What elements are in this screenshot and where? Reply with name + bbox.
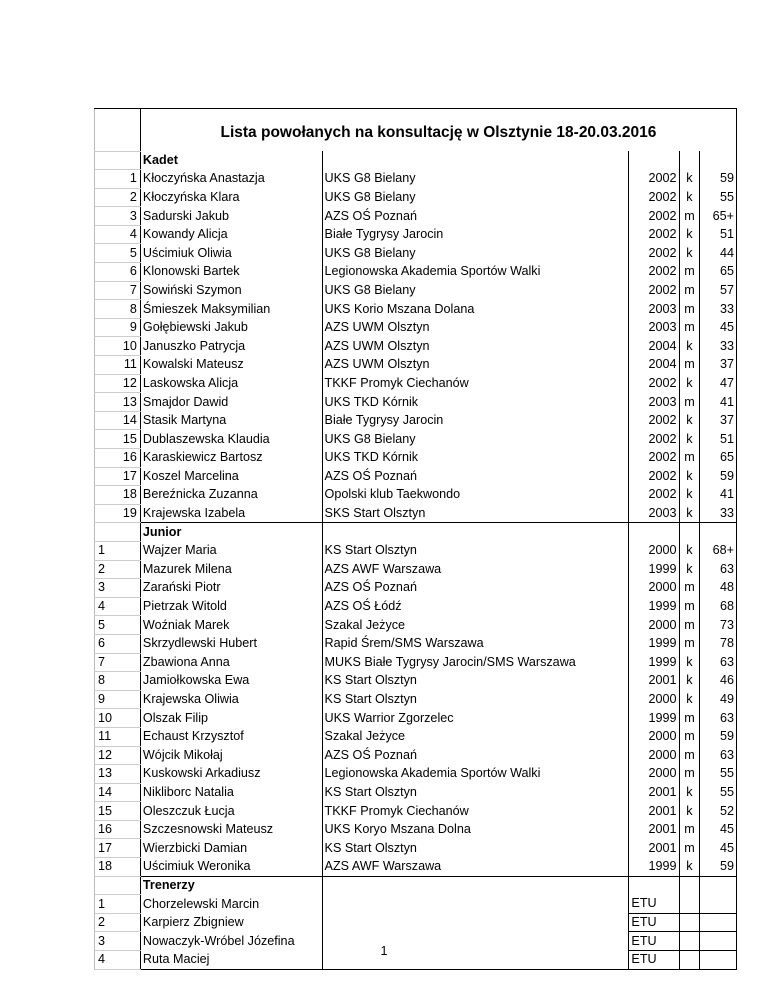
club-name: AZS UWM Olsztyn [322, 337, 629, 356]
club-name: KS Start Olsztyn [322, 783, 629, 802]
table-row [95, 411, 737, 430]
weight-category: 63 [700, 560, 737, 579]
athlete-name: Dublaszewska Klaudia [140, 430, 322, 449]
club-name: UKS TKD Kórnik [322, 449, 629, 468]
birth-year: 2003 [629, 393, 679, 412]
sex: k [679, 541, 700, 560]
table-row [95, 709, 737, 728]
athlete-name: Smajdor Dawid [140, 393, 322, 412]
row-number: 11 [95, 727, 141, 746]
row-number: 13 [95, 765, 141, 784]
birth-year: 2002 [629, 225, 679, 244]
club-name: TKKF Promyk Ciechanów [322, 374, 629, 393]
row-number: 2 [95, 560, 141, 579]
row-number: 14 [95, 411, 141, 430]
sex: k [679, 225, 700, 244]
weight-category: 59 [700, 467, 737, 486]
sex: k [679, 467, 700, 486]
table-row [95, 318, 737, 337]
title-row [95, 109, 737, 152]
weight-category: 33 [700, 337, 737, 356]
athlete-name: Śmieszek Maksymilian [140, 300, 322, 319]
athlete-name: Szczesnowski Mateusz [140, 820, 322, 839]
weight-category: 73 [700, 616, 737, 635]
table-row [95, 486, 737, 505]
birth-year: 2000 [629, 579, 679, 598]
athlete-name: Olszak Filip [140, 709, 322, 728]
table-row [95, 430, 737, 449]
row-number: 9 [95, 690, 141, 709]
weight-category: 51 [700, 225, 737, 244]
row-number: 16 [95, 449, 141, 468]
table-row [95, 802, 737, 821]
club-name: Szakal Jeżyce [322, 616, 629, 635]
athlete-name: Januszko Patrycja [140, 337, 322, 356]
athlete-name: Krajewska Oliwia [140, 690, 322, 709]
coach-role: ETU [629, 895, 679, 914]
sex: m [679, 820, 700, 839]
section-heading: Trenerzy [140, 876, 322, 895]
birth-year: 2000 [629, 690, 679, 709]
weight-category: 41 [700, 486, 737, 505]
sex: k [679, 504, 700, 523]
sex: m [679, 709, 700, 728]
birth-year: 2002 [629, 467, 679, 486]
weight-category: 59 [700, 170, 737, 189]
birth-year: 2002 [629, 449, 679, 468]
weight-category: 68 [700, 597, 737, 616]
row-number: 1 [95, 170, 141, 189]
weight-category: 33 [700, 300, 737, 319]
athlete-name: Zarański Piotr [140, 579, 322, 598]
club-name: AZS OŚ Poznań [322, 579, 629, 598]
sex: m [679, 263, 700, 282]
birth-year: 1999 [629, 653, 679, 672]
row-number: 2 [95, 188, 141, 207]
table-row [95, 895, 737, 914]
sex: m [679, 727, 700, 746]
sex: m [679, 393, 700, 412]
club-name: KS Start Olsztyn [322, 690, 629, 709]
club-name: Rapid Śrem/SMS Warszawa [322, 634, 629, 653]
club-name: UKS G8 Bielany [322, 244, 629, 263]
birth-year: 1999 [629, 597, 679, 616]
athlete-name: Woźniak Marek [140, 616, 322, 635]
club-name: KS Start Olsztyn [322, 839, 629, 858]
row-number: 9 [95, 318, 141, 337]
club-name: AZS OŚ Poznań [322, 467, 629, 486]
row-number: 6 [95, 263, 141, 282]
row-number: 5 [95, 616, 141, 635]
table-row [95, 281, 737, 300]
table-row [95, 616, 737, 635]
row-number: 12 [95, 746, 141, 765]
athlete-name: Pietrzak Witold [140, 597, 322, 616]
weight-category: 63 [700, 746, 737, 765]
weight-category: 65 [700, 263, 737, 282]
row-number: 5 [95, 244, 141, 263]
athlete-name: Mazurek Milena [140, 560, 322, 579]
section-heading-junior [95, 523, 737, 542]
roster-table [94, 108, 737, 970]
weight-category: 51 [700, 430, 737, 449]
athlete-name: Stasik Martyna [140, 411, 322, 430]
club-name: UKS G8 Bielany [322, 170, 629, 189]
table-row [95, 300, 737, 319]
athlete-name: Krajewska Izabela [140, 504, 322, 523]
weight-category: 63 [700, 709, 737, 728]
birth-year: 2000 [629, 616, 679, 635]
coach-name: Ruta Maciej [140, 951, 322, 970]
table-row [95, 337, 737, 356]
table-row [95, 504, 737, 523]
sex: m [679, 597, 700, 616]
section-heading-trenerzy [95, 876, 737, 895]
athlete-name: Laskowska Alicja [140, 374, 322, 393]
athlete-name: Uścimiuk Oliwia [140, 244, 322, 263]
row-number: 18 [95, 858, 141, 877]
weight-category: 78 [700, 634, 737, 653]
row-number: 4 [95, 951, 141, 970]
row-number: 2 [95, 913, 141, 932]
table-row [95, 579, 737, 598]
athlete-name: Sadurski Jakub [140, 207, 322, 226]
coach-role: ETU [629, 913, 679, 932]
weight-category: 49 [700, 690, 737, 709]
athlete-name: Bereźnicka Zuzanna [140, 486, 322, 505]
birth-year: 1999 [629, 634, 679, 653]
row-number: 13 [95, 393, 141, 412]
weight-category: 63 [700, 653, 737, 672]
row-number: 12 [95, 374, 141, 393]
sex: m [679, 616, 700, 635]
sex: k [679, 430, 700, 449]
club-name: AZS AWF Warszawa [322, 858, 629, 877]
club-name: AZS UWM Olsztyn [322, 356, 629, 375]
club-name: AZS UWM Olsztyn [322, 318, 629, 337]
sex: k [679, 672, 700, 691]
row-number: 7 [95, 653, 141, 672]
sex: m [679, 281, 700, 300]
row-number: 1 [95, 895, 141, 914]
row-number: 11 [95, 356, 141, 375]
sex: k [679, 188, 700, 207]
birth-year: 1999 [629, 560, 679, 579]
birth-year: 2004 [629, 337, 679, 356]
sex: m [679, 634, 700, 653]
weight-category: 44 [700, 244, 737, 263]
birth-year: 2001 [629, 839, 679, 858]
row-number: 16 [95, 820, 141, 839]
club-name: TKKF Promyk Ciechanów [322, 802, 629, 821]
club-name: KS Start Olsztyn [322, 672, 629, 691]
athlete-name: Kłoczyńska Klara [140, 188, 322, 207]
weight-category: 37 [700, 356, 737, 375]
athlete-name: Echaust Krzysztof [140, 727, 322, 746]
club-name: UKS TKD Kórnik [322, 393, 629, 412]
sex: k [679, 560, 700, 579]
row-number: 7 [95, 281, 141, 300]
weight-category: 37 [700, 411, 737, 430]
table-row [95, 765, 737, 784]
club-name: AZS OŚ Łódź [322, 597, 629, 616]
athlete-name: Gołębiewski Jakub [140, 318, 322, 337]
club-name: Szakal Jeżyce [322, 727, 629, 746]
sex: m [679, 839, 700, 858]
club-name: UKS G8 Bielany [322, 188, 629, 207]
birth-year: 2002 [629, 263, 679, 282]
row-number: 10 [95, 337, 141, 356]
club-name: UKS Korio Mszana Dolana [322, 300, 629, 319]
sex: m [679, 449, 700, 468]
table-row [95, 393, 737, 412]
row-number: 6 [95, 634, 141, 653]
table-row [95, 207, 737, 226]
birth-year: 2002 [629, 411, 679, 430]
birth-year: 2003 [629, 300, 679, 319]
athlete-name: Oleszczuk Łucja [140, 802, 322, 821]
weight-category: 55 [700, 765, 737, 784]
sex: k [679, 411, 700, 430]
athlete-name: Jamiołkowska Ewa [140, 672, 322, 691]
table-row [95, 449, 737, 468]
row-number: 19 [95, 504, 141, 523]
coach-name: Chorzelewski Marcin [140, 895, 322, 914]
weight-category: 48 [700, 579, 737, 598]
weight-category: 57 [700, 281, 737, 300]
birth-year: 2002 [629, 170, 679, 189]
table-row [95, 560, 737, 579]
weight-category: 46 [700, 672, 737, 691]
sex: k [679, 802, 700, 821]
athlete-name: Uścimiuk Weronika [140, 858, 322, 877]
weight-category: 33 [700, 504, 737, 523]
weight-category: 59 [700, 727, 737, 746]
sex: m [679, 765, 700, 784]
table-row [95, 746, 737, 765]
table-row [95, 858, 737, 877]
club-name: KS Start Olsztyn [322, 541, 629, 560]
athlete-name: Sowiński Szymon [140, 281, 322, 300]
club-name: MUKS Białe Tygrysy Jarocin/SMS Warszawa [322, 653, 629, 672]
birth-year: 2002 [629, 486, 679, 505]
row-number: 18 [95, 486, 141, 505]
row-number: 17 [95, 839, 141, 858]
birth-year: 1999 [629, 858, 679, 877]
birth-year: 2002 [629, 281, 679, 300]
birth-year: 2003 [629, 504, 679, 523]
page-title: Lista powołanych na konsultację w Olsztynie 18-20.03.2016 [140, 109, 736, 152]
birth-year: 2000 [629, 541, 679, 560]
birth-year: 2000 [629, 727, 679, 746]
row-number: 15 [95, 802, 141, 821]
sex: m [679, 579, 700, 598]
sex: m [679, 356, 700, 375]
table-row [95, 820, 737, 839]
athlete-name: Kłoczyńska Anastazja [140, 170, 322, 189]
athlete-name: Kowandy Alicja [140, 225, 322, 244]
athlete-name: Nikliborc Natalia [140, 783, 322, 802]
birth-year: 2002 [629, 374, 679, 393]
table-row [95, 653, 737, 672]
athlete-name: Wierzbicki Damian [140, 839, 322, 858]
weight-category: 45 [700, 839, 737, 858]
athlete-name: Wajzer Maria [140, 541, 322, 560]
club-name: AZS AWF Warszawa [322, 560, 629, 579]
birth-year: 2001 [629, 820, 679, 839]
table-row [95, 541, 737, 560]
sex: k [679, 337, 700, 356]
sex: k [679, 244, 700, 263]
club-name: UKS Warrior Zgorzelec [322, 709, 629, 728]
row-number: 8 [95, 300, 141, 319]
athlete-name: Skrzydlewski Hubert [140, 634, 322, 653]
table-row [95, 727, 737, 746]
sex: k [679, 170, 700, 189]
row-number: 10 [95, 709, 141, 728]
table-row [95, 356, 737, 375]
table-row [95, 225, 737, 244]
weight-category: 45 [700, 820, 737, 839]
coach-role: ETU [629, 932, 679, 951]
birth-year: 2001 [629, 783, 679, 802]
birth-year: 2002 [629, 207, 679, 226]
athlete-name: Koszel Marcelina [140, 467, 322, 486]
birth-year: 2001 [629, 802, 679, 821]
sex: m [679, 207, 700, 226]
birth-year: 2002 [629, 430, 679, 449]
weight-category: 41 [700, 393, 737, 412]
table-row [95, 690, 737, 709]
birth-year: 2000 [629, 765, 679, 784]
table-row [95, 783, 737, 802]
weight-category: 47 [700, 374, 737, 393]
table-row [95, 597, 737, 616]
club-name: Legionowska Akademia Sportów Walki [322, 765, 629, 784]
weight-category: 45 [700, 318, 737, 337]
athlete-name: Kuskowski Arkadiusz [140, 765, 322, 784]
athlete-name: Karaskiewicz Bartosz [140, 449, 322, 468]
row-number: 1 [95, 541, 141, 560]
row-number: 8 [95, 672, 141, 691]
row-number: 4 [95, 225, 141, 244]
table-row [95, 467, 737, 486]
table-row [95, 244, 737, 263]
table-row [95, 188, 737, 207]
club-name: SKS Start Olsztyn [322, 504, 629, 523]
sex: k [679, 690, 700, 709]
athlete-name: Wójcik Mikołaj [140, 746, 322, 765]
row-number: 3 [95, 579, 141, 598]
birth-year: 2002 [629, 188, 679, 207]
sex: m [679, 318, 700, 337]
sex: k [679, 486, 700, 505]
section-heading: Kadet [140, 151, 322, 170]
row-number: 4 [95, 597, 141, 616]
section-heading-kadet [95, 151, 737, 170]
birth-year: 2002 [629, 244, 679, 263]
club-name: AZS OŚ Poznań [322, 207, 629, 226]
row-number: 15 [95, 430, 141, 449]
club-name: Białe Tygrysy Jarocin [322, 411, 629, 430]
club-name: UKS G8 Bielany [322, 430, 629, 449]
athlete-name: Kowalski Mateusz [140, 356, 322, 375]
sex: k [679, 374, 700, 393]
row-number: 14 [95, 783, 141, 802]
club-name: UKS Koryo Mszana Dolna [322, 820, 629, 839]
coach-role: ETU [629, 951, 679, 970]
sex: m [679, 300, 700, 319]
row-number: 17 [95, 467, 141, 486]
club-name: Legionowska Akademia Sportów Walki [322, 263, 629, 282]
weight-category: 68+ [700, 541, 737, 560]
row-number: 3 [95, 932, 141, 951]
club-name: UKS G8 Bielany [322, 281, 629, 300]
table-row [95, 634, 737, 653]
birth-year: 1999 [629, 709, 679, 728]
sex: m [679, 746, 700, 765]
weight-category: 59 [700, 858, 737, 877]
page-number: 1 [380, 944, 388, 958]
coach-name: Karpierz Zbigniew [140, 913, 322, 932]
birth-year: 2004 [629, 356, 679, 375]
roster-sheet [94, 108, 737, 970]
weight-category: 65 [700, 449, 737, 468]
sex: k [679, 783, 700, 802]
athlete-name: Zbawiona Anna [140, 653, 322, 672]
weight-category: 65+ [700, 207, 737, 226]
weight-category: 55 [700, 783, 737, 802]
club-name: AZS OŚ Poznań [322, 746, 629, 765]
club-name: Białe Tygrysy Jarocin [322, 225, 629, 244]
table-row [95, 374, 737, 393]
club-name: Opolski klub Taekwondo [322, 486, 629, 505]
birth-year: 2001 [629, 672, 679, 691]
weight-category: 52 [700, 802, 737, 821]
sex: k [679, 653, 700, 672]
birth-year: 2003 [629, 318, 679, 337]
section-heading: Junior [140, 523, 322, 542]
table-row [95, 263, 737, 282]
table-row [95, 672, 737, 691]
row-number: 3 [95, 207, 141, 226]
weight-category: 55 [700, 188, 737, 207]
birth-year: 2000 [629, 746, 679, 765]
table-row [95, 170, 737, 189]
coach-name: Nowaczyk-Wróbel Józefina [140, 932, 322, 951]
table-row [95, 839, 737, 858]
table-row [95, 913, 737, 932]
sex: k [679, 858, 700, 877]
athlete-name: Klonowski Bartek [140, 263, 322, 282]
